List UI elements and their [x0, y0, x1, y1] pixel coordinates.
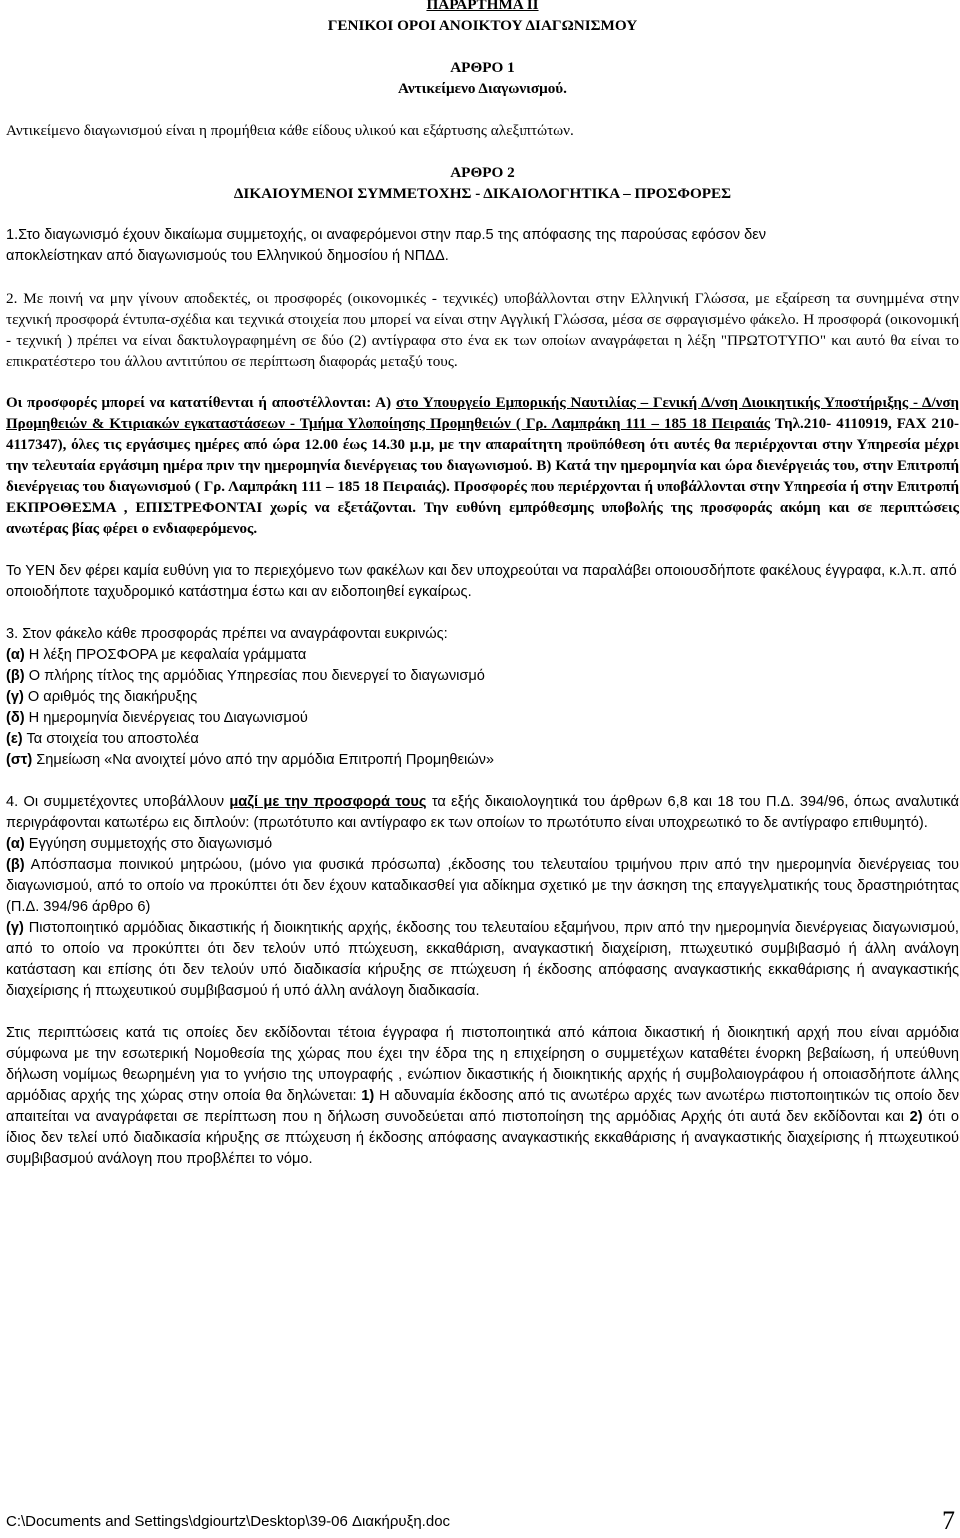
p3-item-text: Η ημερομηνία διενέργειας του Διαγωνισμού [24, 710, 308, 726]
p3-item [6, 750, 959, 771]
p4-paragraph [6, 792, 959, 834]
p4-item-text: Εγγύηση συμμετοχής στο διαγωνισμό [24, 836, 273, 852]
p3-item-text: Ο πλήρης τίτλος της αρμόδιας Υπηρεσίας που διενεργεί το διαγωνισμό [24, 668, 485, 684]
p3-item [6, 708, 959, 729]
p3-item-text: Ο αριθμός της διακήρυξης [23, 689, 198, 705]
p3-item-mark: (στ) [6, 752, 33, 768]
p4-item-mark: (β) [6, 857, 25, 873]
p4-a: 4. Οι συμμετέχοντες υποβάλλουν [6, 794, 230, 810]
p4-list [6, 834, 959, 1002]
final-mark-1: 1) [361, 1088, 375, 1104]
final-paragraph [6, 1023, 959, 1170]
article2-heading: ΔΙΚΑΙΟΥΜΕΝΟΙ ΣΥΜΜΕΤΟΧΗΣ - ΔΙΚΑΙΟΛΟΓΗΤΙΚΑ – ΠΡΟΣΦΟΡΕΣ [233, 185, 732, 202]
p3-item-text: Σημείωση «Να ανοιχτεί μόνο από την αρμόδια Επιτροπή Προμηθειών» [32, 752, 495, 768]
article2-p1-line2: αποκλείστηκαν από διαγωνισμούς του Ελληνικού δημοσίου ή ΝΠΔΔ. [6, 248, 449, 264]
document-page [6, 0, 959, 1170]
annex-title: ΠΑΡΑΡΤΗΜΑ ΙΙ [426, 0, 539, 13]
submission-a1: Οι προσφορές μπορεί να κατατίθενται ή αποστέλλονται: Α) [6, 395, 396, 411]
annex-subtitle: ΓΕΝΙΚΟΙ ΟΡΟΙ ΑΝΟΙΚΤΟΥ ΔΙΑΓΩΝΙΣΜΟΥ [327, 17, 638, 34]
p3-list [6, 645, 959, 771]
p4-item-text: Απόσπασμα ποινικού μητρώου, (μόνο για φυσικά πρόσωπα) ,έκδοσης του τελευταίου τριμήνου πριν από την ημερομηνία διενέργειας του διαγωνισμού, από το οποίο να προκύπτει ότι δεν έχουν καταδικασθεί για αδίκημα σχετικό με την άσκηση της επαγγελματικής τους δραστηριότητας (Π.Δ. 394/96 άρθρο 6) [6, 857, 959, 915]
final-a: Στις περιπτώσεις κατά τις οποίες δεν εκδίδονται τέτοια έγγραφα ή πιστοποιητικά από κάποια δικαστική ή διοικητική αρχή που είναι αρμόδια σύμφωνα με την εσωτερική Νομοθεσία της χώρας που έχει την έδρα της η επιχείρηση ο συμμετέχων καταθέτει ένορκη βεβαίωση, ή υπεύθυνη δήλωση νομίμως θεωρημένη για το γνήσιο της υπογραφής , ενώπιον δικαστικής ή διοικητικής αρχής ή συμβολαιογράφου ή οποιασδήποτε άλλης αρμόδιας αρχής της χώρας στην οποία θα δηλώνεται: [6, 1025, 959, 1104]
p4-item-text: Πιστοποιητικό αρμόδιας δικαστικής ή διοικητικής αρχής, έκδοσης του τελευταίου εξαμήνου, πριν από την ημερομηνία διενέργειας διαγωνισμού, από το οποίο να προκύπτει ότι δεν τελούν υπό πτώχευση, εκκαθάριση, αναγκαστική διαχείριση, πτωχευτικό συμβιβασμό ή άλλη ανάλογη κατάσταση και επίσης ότι δεν τελούν υπό διαδικασία κήρυξης σε πτώχευση ή έκδοσης απόφασης αναγκαστικής εκκαθάρισης ή αναγκαστικής διαχείρισης ή πτωχευτικού συμβιβασμού ή υπό άλλη ανάλογη διαδικασία. [6, 920, 959, 999]
p3-intro: 3. Στον φάκελο κάθε προσφοράς πρέπει να αναγράφονται ευκρινώς: [6, 626, 448, 642]
article2-number: ΑΡΘΡΟ 2 [450, 164, 515, 181]
final-b: Η αδυναμία έκδοσης από τις ανωτέρω αρχές των ανωτέρω πιστοποιητικών τις οποίο δεν απαιτείται να αναγράφεται σε περίπτωση που η δήλωση συνοδεύεται από πιστοποίηση της αρμόδιας Αρχής ότι αυτά δεν εκδίδονται και [6, 1088, 959, 1125]
article1-text: Αντικείμενο διαγωνισμού είναι η προμήθεια κάθε είδους υλικού και εξάρτυσης αλεξιπτώτων. [6, 122, 574, 139]
article2-submission-paragraph [6, 393, 959, 540]
p4-item [6, 834, 959, 855]
article2-p2-b: Η προσφορά (οικονομική - τεχνική ) πρέπει να είναι δακτυλογραφημένη σε δύο (2) αντίγραφα στο ένα εκ των οποίων αναγράφεται η λέξη "ΠΡΩΤΟΤΥΠΟ" και αυτό θα είναι το επικρατέστερο του άλλου αντιτύπου σε περίπτωση διαφοράς μεταξύ τους. [6, 311, 960, 370]
submission-b: Β) Κατά την ημερομηνία και ώρα διενέργειάς του, στην Επιτροπή διενέργειας του διαγωνισμού ( Γρ. Λαμπράκη 111 – 185 18 Πειραιάς). Προσφορές που περιέρχονται ή υποβάλλονται στην Υπηρεσία ή στην Επιτροπή ΕΚΠΡΟΘΕΣΜΑ , ΕΠΙΣΤΡΕΦΟΝΤΑΙ χωρίς να εξετάζονται. Την ευθύνη εμπρόθεσμης υποβολής της προσφοράς ακόμη και σε περιπτώσεις ανωτέρας βίας φέρει ο ενδιαφερόμενος. [6, 458, 959, 537]
p3-item-mark: (ε) [6, 731, 23, 747]
yen-paragraph: Το ΥΕΝ δεν φέρει καμία ευθύνη για το περιεχόμενο των φακέλων και δεν υποχρεούται να παραλάβει οποιουσδήποτε φακέλους έγγραφα, κ.λ.π. από οποιοδήποτε ταχυδρομικό κατάστημα έστω και αν ειδοποιηθεί εγκαίρως. [6, 563, 957, 600]
p3-item [6, 687, 959, 708]
p3-item [6, 729, 959, 750]
submission-address: στο Υπουργείο Εμπορικής Ναυτιλίας – Γενική Δ/νση Διοικητικής Υποστήριξης - Δ/νση Προμηθειών & Κτιριακών εγκαταστάσεων - Τμήμα Υλοποίησης Προμηθειών ( Γρ. Λαμπράκη 111 – 185 18 Πειραιάς [6, 395, 959, 432]
final-c: ότι ο ίδιος δεν τελεί υπό διαδικασία κήρυξης σε πτώχευση ή έκδοσης απόφασης αναγκαστικής εκκαθάρισης ή αναγκαστικής διαχείρισης ή πτωχευτικού συμβιβασμού ανάλογη που προβλέπει το νόμο. [6, 1109, 959, 1167]
final-mark-2: 2) [909, 1109, 923, 1125]
article2-p2 [6, 288, 959, 372]
p3-item-text: Τα στοιχεία του αποστολέα [22, 731, 199, 747]
p4-item-mark: (γ) [6, 920, 24, 936]
p4-item [6, 855, 959, 918]
p3-item-mark: (β) [6, 668, 25, 684]
p3-item-mark: (γ) [6, 689, 24, 705]
submission-phone: Τηλ.210- 4110919, FAX 210-4117347), όλες τις εργάσιμες ημέρες από ώρα 12.00 έως 14.30 μ.μ [6, 416, 959, 453]
footer-file-path: C:\Documents and Settings\dgiourtz\Desktop\39-06 Διακήρυξη.doc [6, 1513, 451, 1530]
p3-item-text: Η λέξη ΠΡΟΣΦΟΡΑ με κεφαλαία γράμματα [24, 647, 307, 663]
p3-item-mark: (α) [6, 647, 25, 663]
p4-item-mark: (α) [6, 836, 25, 852]
p4-b: τα εξής δικαιολογητικά του άρθρων 6,8 και 18 του Π.Δ. 394/96, όπως αναλυτικά περιγράφονται κατωτέρω εις διπλούν: (πρωτότυπο και αντίγραφο εκ των οποίων το πρωτότυπο είναι υποχρεωτικό το δε αντίγραφο επιθυμητό). [6, 794, 959, 831]
article1-heading: Αντικείμενο Διαγωνισμού. [398, 80, 567, 97]
page-number: 7 [942, 1506, 955, 1535]
article2-p2-a: 2. Με ποινή να μην γίνουν αποδεκτές, οι προσφορές (οικονομικές - τεχνικές) υποβάλλονται στην Ελληνική Γλώσσα, με εξαίρεση τα συνημμένα στην τεχνική προσφορά έντυπα-σχέδια και τεχνικά στοιχεία που μπορεί να είναι στην Αγγλική Γλώσσα, μέσα σε σφραγισμένο φάκελο. [6, 290, 959, 328]
article1-number: ΑΡΘΡΟ 1 [450, 59, 515, 76]
submission-condition: , με την απαραίτητη προϋπόθεση ότι αυτές θα περιέρχονται στην Υπηρεσία μέχρι την τελευταία εργάσιμη ημέρα πριν την ημερομηνία διενέργειας του διαγωνισμού. [6, 437, 959, 474]
article2-p1-line1: 1.Στο διαγωνισμό έχουν δικαίωμα συμμετοχής, οι αναφερόμενοι στην παρ.5 της απόφασης της παρούσας εφόσον δεν [6, 227, 767, 243]
p4-item [6, 918, 959, 1002]
p3-item [6, 645, 959, 666]
p3-item [6, 666, 959, 687]
p3-item-mark: (δ) [6, 710, 25, 726]
p4-underlined: μαζί με την προσφορά τους [229, 794, 427, 810]
article2-p1 [6, 225, 959, 267]
